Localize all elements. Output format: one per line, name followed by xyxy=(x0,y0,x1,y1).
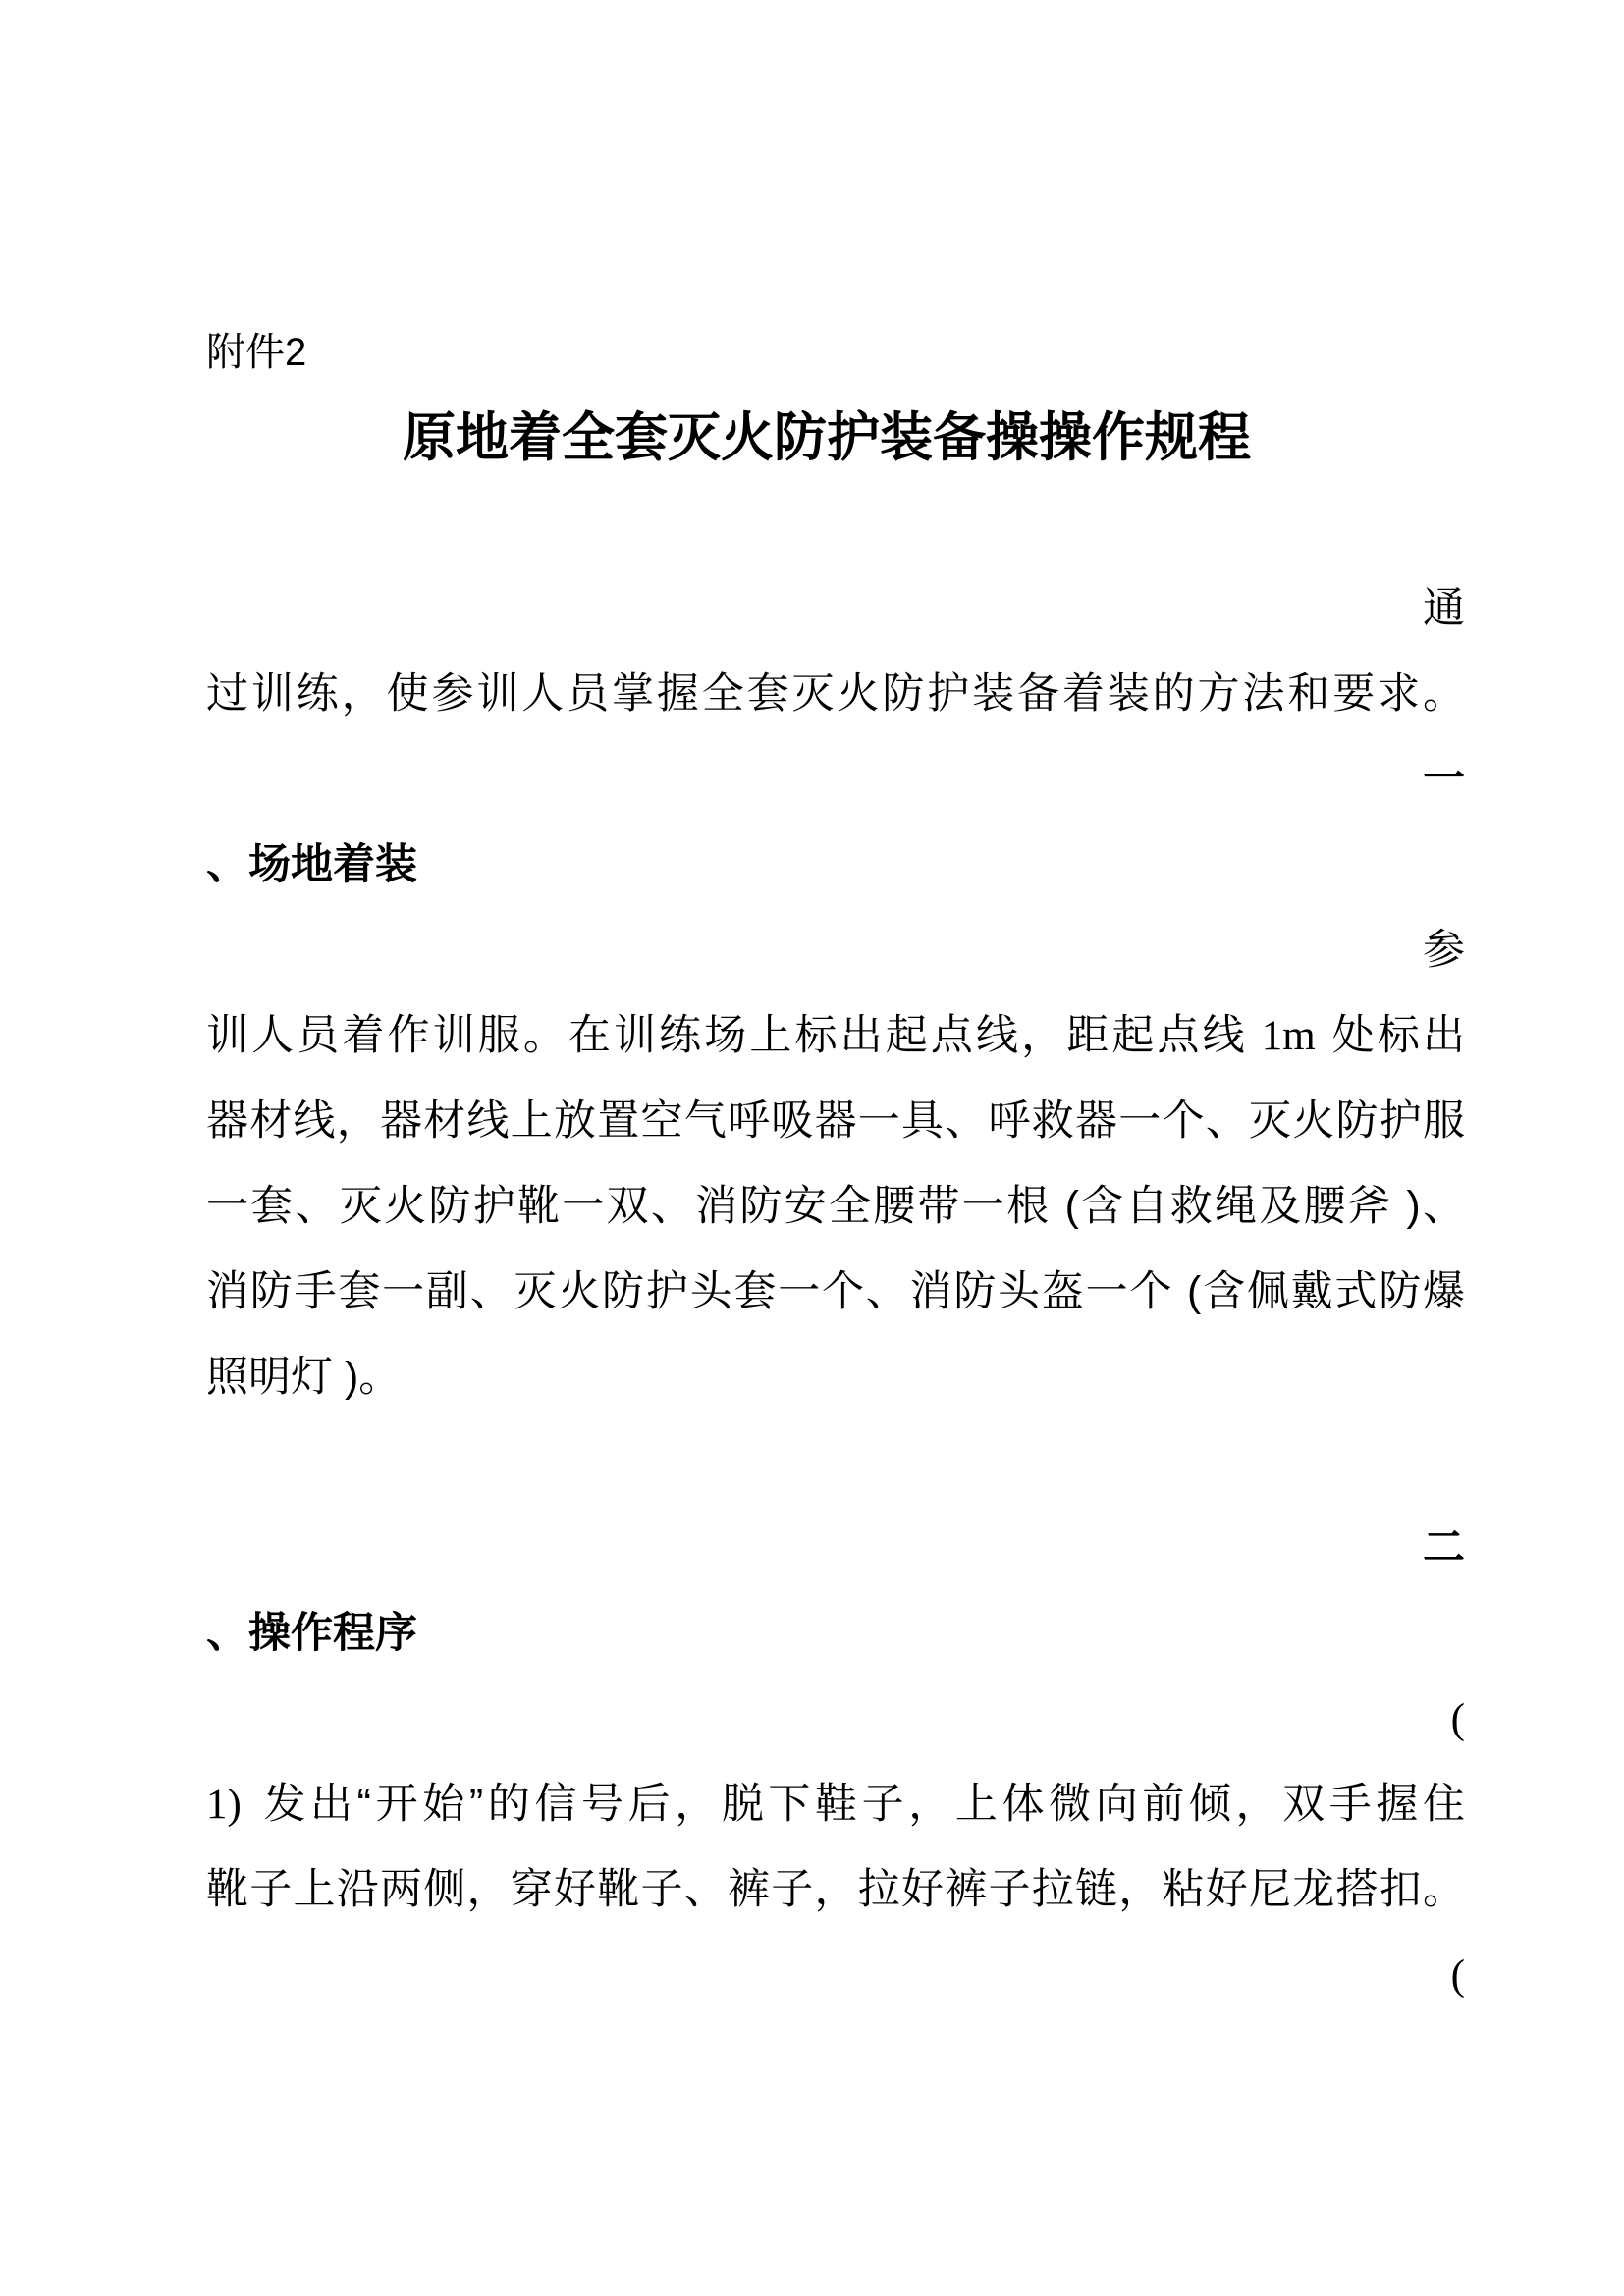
section1-line1-text-post: 处标出 xyxy=(1328,1012,1466,1059)
section2-heading-first-char: 二 xyxy=(1423,1524,1465,1572)
section1-paragraph-first-char: 参 xyxy=(1423,927,1465,974)
blank-line xyxy=(206,481,1465,566)
step2-open-paren: ( xyxy=(1450,1952,1465,1999)
section1-heading-first-char: 一 xyxy=(1423,756,1465,803)
section1-heading: 、场地着装 xyxy=(206,841,417,888)
step1-line-1 xyxy=(206,1762,1465,1847)
section1-paragraph-line-5: 照明灯 )。 xyxy=(206,1354,402,1401)
section1-paragraph-line-1 xyxy=(206,993,1465,1079)
step1-open-paren: ( xyxy=(1450,1696,1465,1742)
section1-line1-text-pre: 训人员着作训服。在训练场上标出起点线，距起点线 xyxy=(206,1012,1248,1059)
blank-line xyxy=(206,1420,1465,1506)
step1-number: 1) xyxy=(206,1782,242,1828)
section1-paragraph-line-4: 消防手套一副、灭火防护头套一个、消防头盔一个 (含佩戴式防爆 xyxy=(206,1268,1465,1315)
section2-heading: 、操作程序 xyxy=(206,1610,417,1657)
intro-paragraph-first-char: 通 xyxy=(1423,585,1465,632)
step1-line-2: 靴子上沿两侧，穿好靴子、裤子，拉好裤子拉链，粘好尼龙搭扣。 xyxy=(206,1866,1465,1913)
intro-paragraph-line: 过训练，使参训人员掌握全套灭火防护装备着装的方法和要求。 xyxy=(206,670,1465,718)
section1-paragraph-line-3: 一套、灭火防护靴一双、消防安全腰带一根 (含自救绳及腰斧 )、 xyxy=(206,1183,1465,1230)
distance-measurement: 1m xyxy=(1261,1013,1316,1059)
step1-line1-text: 发出“开始”的信号后，脱下鞋子，上体微向前倾，双手握住 xyxy=(258,1781,1465,1828)
section1-paragraph-line-2: 器材线，器材线上放置空气呼吸器一具、呼救器一个、灭火防护服 xyxy=(206,1097,1465,1145)
document-title: 原地着全套灭火防护装备操操作规程 xyxy=(403,408,1251,467)
document-content xyxy=(206,310,1465,2018)
attachment-label: 附件2 xyxy=(206,331,307,374)
